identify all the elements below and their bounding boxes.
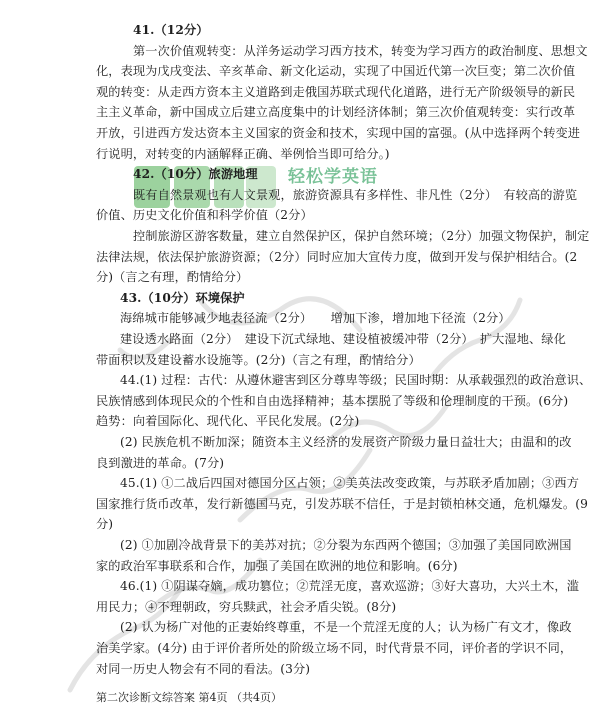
q42-heading: 42.（10分）旅游地理 bbox=[133, 167, 258, 182]
answer-line: 国家推行货币改革，发行新德国马克，引发苏联不信任，于是封锁柏林交通，危机爆发。(9 bbox=[96, 496, 588, 511]
answer-line: 46.(1) ①阴谋夺嫡，成功篡位；②荒淫无度，喜欢巡游；③好大喜功，大兴土木，滥 bbox=[120, 579, 579, 594]
answer-line: 44.(1) 过程：古代：从遵休避害到区分尊卑等级；民国时期：从承载强烈的政治意识、 bbox=[120, 373, 592, 388]
answer-line: 45.(1) ①二战后四国对德国分区占领；②美英法改变政策，与苏联矛盾加剧；③西方 bbox=[120, 476, 579, 491]
answer-line: 带面积以及建设蓄水设施等。(2分)（言之有理，酌情给分） bbox=[96, 352, 421, 367]
answer-line: 家的政治军事联系和合作，加强了美国在欧洲的地位和影响。(6分) bbox=[96, 558, 458, 573]
answer-line: 既有自然景观也有人文景观，旅游资源具有多样性、非凡性（2分） 有较高的游览 bbox=[133, 187, 578, 202]
watermark-logo-text: 轻松学英语 bbox=[288, 167, 378, 187]
answer-line: 主主义革命，新中国成立后建立高度集中的计划经济体制；第三次价值观转变：实行改革 bbox=[96, 105, 576, 120]
answer-line: 分) bbox=[96, 517, 114, 532]
answer-line: 化，表现为戊戌变法、辛亥革命、新文化运动，实现了中国近代第一次巨变；第二次价值 bbox=[96, 64, 576, 79]
page-footer: 第二次诊断文综答案 第4页 （共4页） bbox=[96, 691, 282, 704]
answer-line: 第一次价值观转变：从洋务运动学习西方技术，转变为学习西方的政治制度、思想文 bbox=[133, 43, 588, 58]
answer-line: 行说明，对转变的内涵解释正确、举例恰当即可给分。) bbox=[96, 146, 390, 161]
answer-line: 民族情感到体现民众的个性和自由选择精神；基本摆脱了等级和伦理制度的干预。(6分) bbox=[96, 393, 569, 408]
answer-line: 良到激进的革命。(7分) bbox=[96, 455, 225, 470]
answer-line: 观的转变：从走西方资本主义道路到走俄国苏联式现代化道路，进行无产阶级领导的新民 bbox=[96, 84, 576, 99]
answer-line: 趋势：向着国际化、现代化、平民化发展。(2分) bbox=[96, 414, 360, 429]
answer-line: 用民力；④不理朝政，穷兵黩武，社会矛盾尖锐。(8分) bbox=[96, 599, 397, 614]
answer-line: 治美学家。(4分) 由于评价者所处的阶级立场不同，时代背景不同，评价者的学识不同， bbox=[96, 641, 573, 655]
answer-line: (2) ①加剧冷战背景下的美苏对抗；②分裂为东西两个德国；③加强了美国同欧洲国 bbox=[120, 538, 572, 552]
answer-line: 控制旅游区游客数量，建立自然保护区，保护自然环境；（2分）加强文物保护，制定 bbox=[133, 229, 590, 243]
answer-line: 法律法规，依法保护旅游资源；（2分）同时应加大宣传力度，做到开发与保护相结合。(2 bbox=[96, 249, 578, 264]
answer-line: 海绵城市能够减少地表径流（2分） 增加下渗，增加地下径流（2分） bbox=[120, 311, 511, 326]
answer-line: (2) 民族危机不断加深；随资本主义经济的发展资产阶级力量日益壮大；由温和的改 bbox=[120, 435, 572, 449]
answer-line: (2) 认为杨广对他的正妻始终尊重，不是一个荒淫无度的人；认为杨广有文才，像政 bbox=[120, 620, 572, 635]
answer-line: 建设透水路面（2分） 建设下沉式绿地、建设植被缓冲带（2分） 扩大湿地、绿化 bbox=[120, 332, 566, 346]
answer-line: 对同一历史人物会有不同的看法。(3分) bbox=[96, 661, 311, 676]
answer-line: 价值、历史文化价值和科学价值（2分） bbox=[96, 208, 313, 223]
q43-heading: 43.（10分）环境保护 bbox=[120, 290, 245, 305]
q41-heading: 41.（12分） bbox=[133, 23, 209, 37]
answer-line: 开放，引进西方发达资本主义国家的资金和技术，实现中国的富强。(从中选择两个转变进 bbox=[96, 126, 581, 140]
answer-line: 分)（言之有理，酌情给分） bbox=[96, 270, 249, 285]
